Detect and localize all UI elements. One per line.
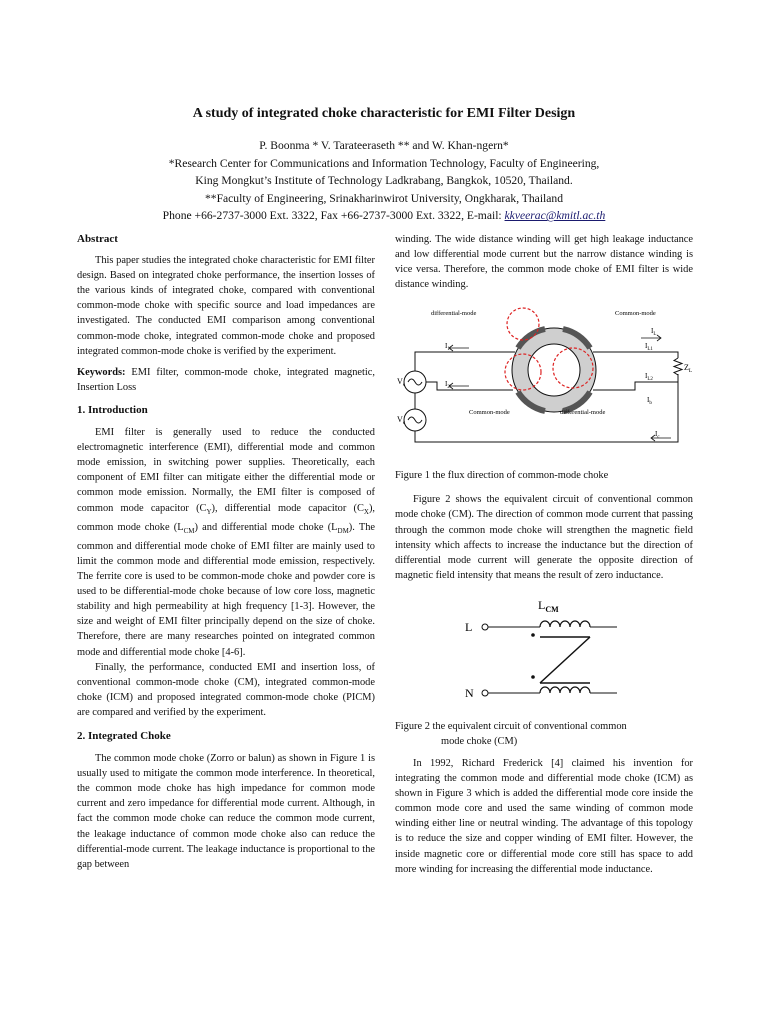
label-lcm: $L_{CM}$ (538, 597, 559, 614)
label-il2: $I_{L2}$ (645, 372, 653, 383)
bottom-winding-icon (540, 687, 590, 693)
intro-paragraph-1: EMI filter is generally used to reduce the conducted electromagnetic interference (EMI), differential mode and common mode emission, in switching power supplies. Theoretically, each component of EMI filter can mitigate either the differential mode or common mode emission. Normally, the EMI filter is composed of common mode capacitor $(C_Y)$, differential mode capacitor $(C_X)$, common mode choke $(L_{CM})$ and differential mode choke $(L_{DM})$. The common and differential mode choke of EMI filter are mainly used to limit the common mode and differential mode emission, respectively. The ferrite core is used to be common-mode choke and powder core is used to be differential-mode choke because of low core loss, magnetic stability and high permeability at high frequency [1-3]. However, the size and weight of EMI filter principally depend on the size of choke. Therefore, there are many researches pointed on integrated common mode and differential mode choke [4-6]. (77, 427, 375, 658)
contact-line (0, 207, 768, 225)
figure-1-caption: Figure 1 the flux direction of common-mode choke (395, 470, 609, 482)
affiliation-1b: King Mongkut’s Institute of Technology Ladkrabang, Bangkok, 10520, Thailand. (195, 174, 573, 188)
label-l: L (465, 619, 473, 634)
section2-heading: 2. Integrated Choke (77, 729, 171, 742)
figure-2-caption-line-2: mode choke (CM) (441, 735, 518, 747)
right-paragraph-3: In 1992, Richard Frederick [4] claimed his invention for integrating the common mode and differential mode choke (ICM) as shown in Figure 3 which is added the differential mode core inside the common mode core and used the same winding of common mode winding either line or neutral winding. The advantage of this topology is to reduce the size and copper winding of EMI filter. However, the inside magnetic core or differential mode core still has space to add more winding for increasing the differential mode inductance. (395, 757, 693, 875)
label-n: N (465, 685, 474, 700)
top-winding-icon (540, 621, 590, 627)
keywords (77, 365, 375, 395)
label-i1: $I_1$ (445, 342, 450, 353)
phone-fax: Phone +66-2737-3000 Ext. 3322, Fax +66-2737-3000 Ext. 3322, E-mail: (162, 209, 505, 223)
abstract-text: This paper studies the integrated choke characteristic for EMI filter design. Based on integrated choke performance, the insertion losses of the various kinds of integrated choke, compared with conventional common-mode choke with specific source and load impedances are investigated. The conducted EMI comparison among conventional common-mode choke, integrated common-mode choke and proposed integrated common-mode choke is verified by the experiment. (77, 255, 375, 357)
load-zl-resistor (674, 358, 682, 375)
author-block (0, 137, 768, 225)
abstract-heading: Abstract (77, 233, 118, 245)
label-il1: $I_{L1}$ (645, 342, 653, 353)
figure-2-caption-line-1: Figure 2 the equivalent circuit of conventional common (395, 720, 627, 732)
author-names: P. Boonma * V. Tarateeraseth ** and W. Khan-ngern* (259, 139, 509, 152)
figure-2-diagram (395, 591, 693, 713)
label-dm-top: differential-mode (431, 310, 477, 318)
affiliation-1a: *Research Center for Communications and Information Technology, Faculty of Engineering, (168, 156, 600, 170)
core-diagonal (540, 637, 590, 683)
label-vc: $V_c$ (397, 415, 406, 427)
label-vs: $V_s$ (397, 377, 405, 389)
label-ib: $I_b$ (647, 396, 652, 407)
label-ic: $I_c$ (655, 430, 660, 441)
left-column (77, 232, 375, 872)
label-i2: $I_2$ (445, 380, 450, 391)
right-paragraph-1: winding. The wide distance winding will get high leakage inductance and low differential mode current but the narrow distance winding is vice versa. Therefore, the common mode choke of EMI filter is wide distance winding. (395, 234, 693, 291)
flux-highlight-1 (507, 308, 539, 340)
polarity-dot-top (531, 633, 535, 637)
keywords-label: Keywords: (77, 366, 126, 378)
figure-1-diagram (395, 302, 693, 462)
section2-paragraph-1: The common mode choke (Zorro or balun) as shown in Figure 1 is usually used to mitigate the common mode interference. In theoretical, the common mode choke has high impedance for common mode current and zero impedance for differential mode current. Although, in fact the common mode choke can reduce the common mode current, the leakage inductance of common mode choke also can reduce the differential-mode current. The leakage inductance is proportional to the gap between (77, 753, 375, 870)
keywords-text: EMI filter, common-mode choke, integrated magnetic, Insertion Loss (77, 366, 375, 393)
label-cm-bottom: Common-mode (469, 409, 510, 417)
polarity-dot-bottom (531, 675, 535, 679)
affiliation-2: **Faculty of Engineering, Srinakharinwirot University, Ongkharak, Thailand (204, 191, 564, 205)
right-paragraph-2: Figure 2 shows the equivalent circuit of conventional common mode choke (CM). The direction of common mode current that passing through the common mode choke will strengthen the magnetic field intensity which affects to increase the inductance but the direction of differential mode current will generate the opposite direction of magnetic field intensity that means the result of zero inductance. (395, 494, 693, 581)
label-dm-bottom: differential-mode (560, 409, 606, 417)
intro-paragraph-2: Finally, the performance, conducted EMI and insertion loss, of conventional common-mode choke (CM), integrated common-mode choke (ICM) and proposed integrated common-mode choke (PICM) are compared and verified by the experiment. (77, 661, 375, 718)
label-zl: $Z_L$ (684, 363, 693, 375)
right-column (395, 232, 693, 877)
label-cm-top: Common-mode (615, 310, 656, 318)
email-link[interactable]: kkveerac@kmitl.ac.th (504, 209, 606, 223)
label-il: $I_L$ (651, 327, 657, 338)
paper-title: A study of integrated choke characteristic for EMI Filter Design (192, 106, 576, 121)
intro-heading: 1. Introduction (77, 403, 148, 416)
